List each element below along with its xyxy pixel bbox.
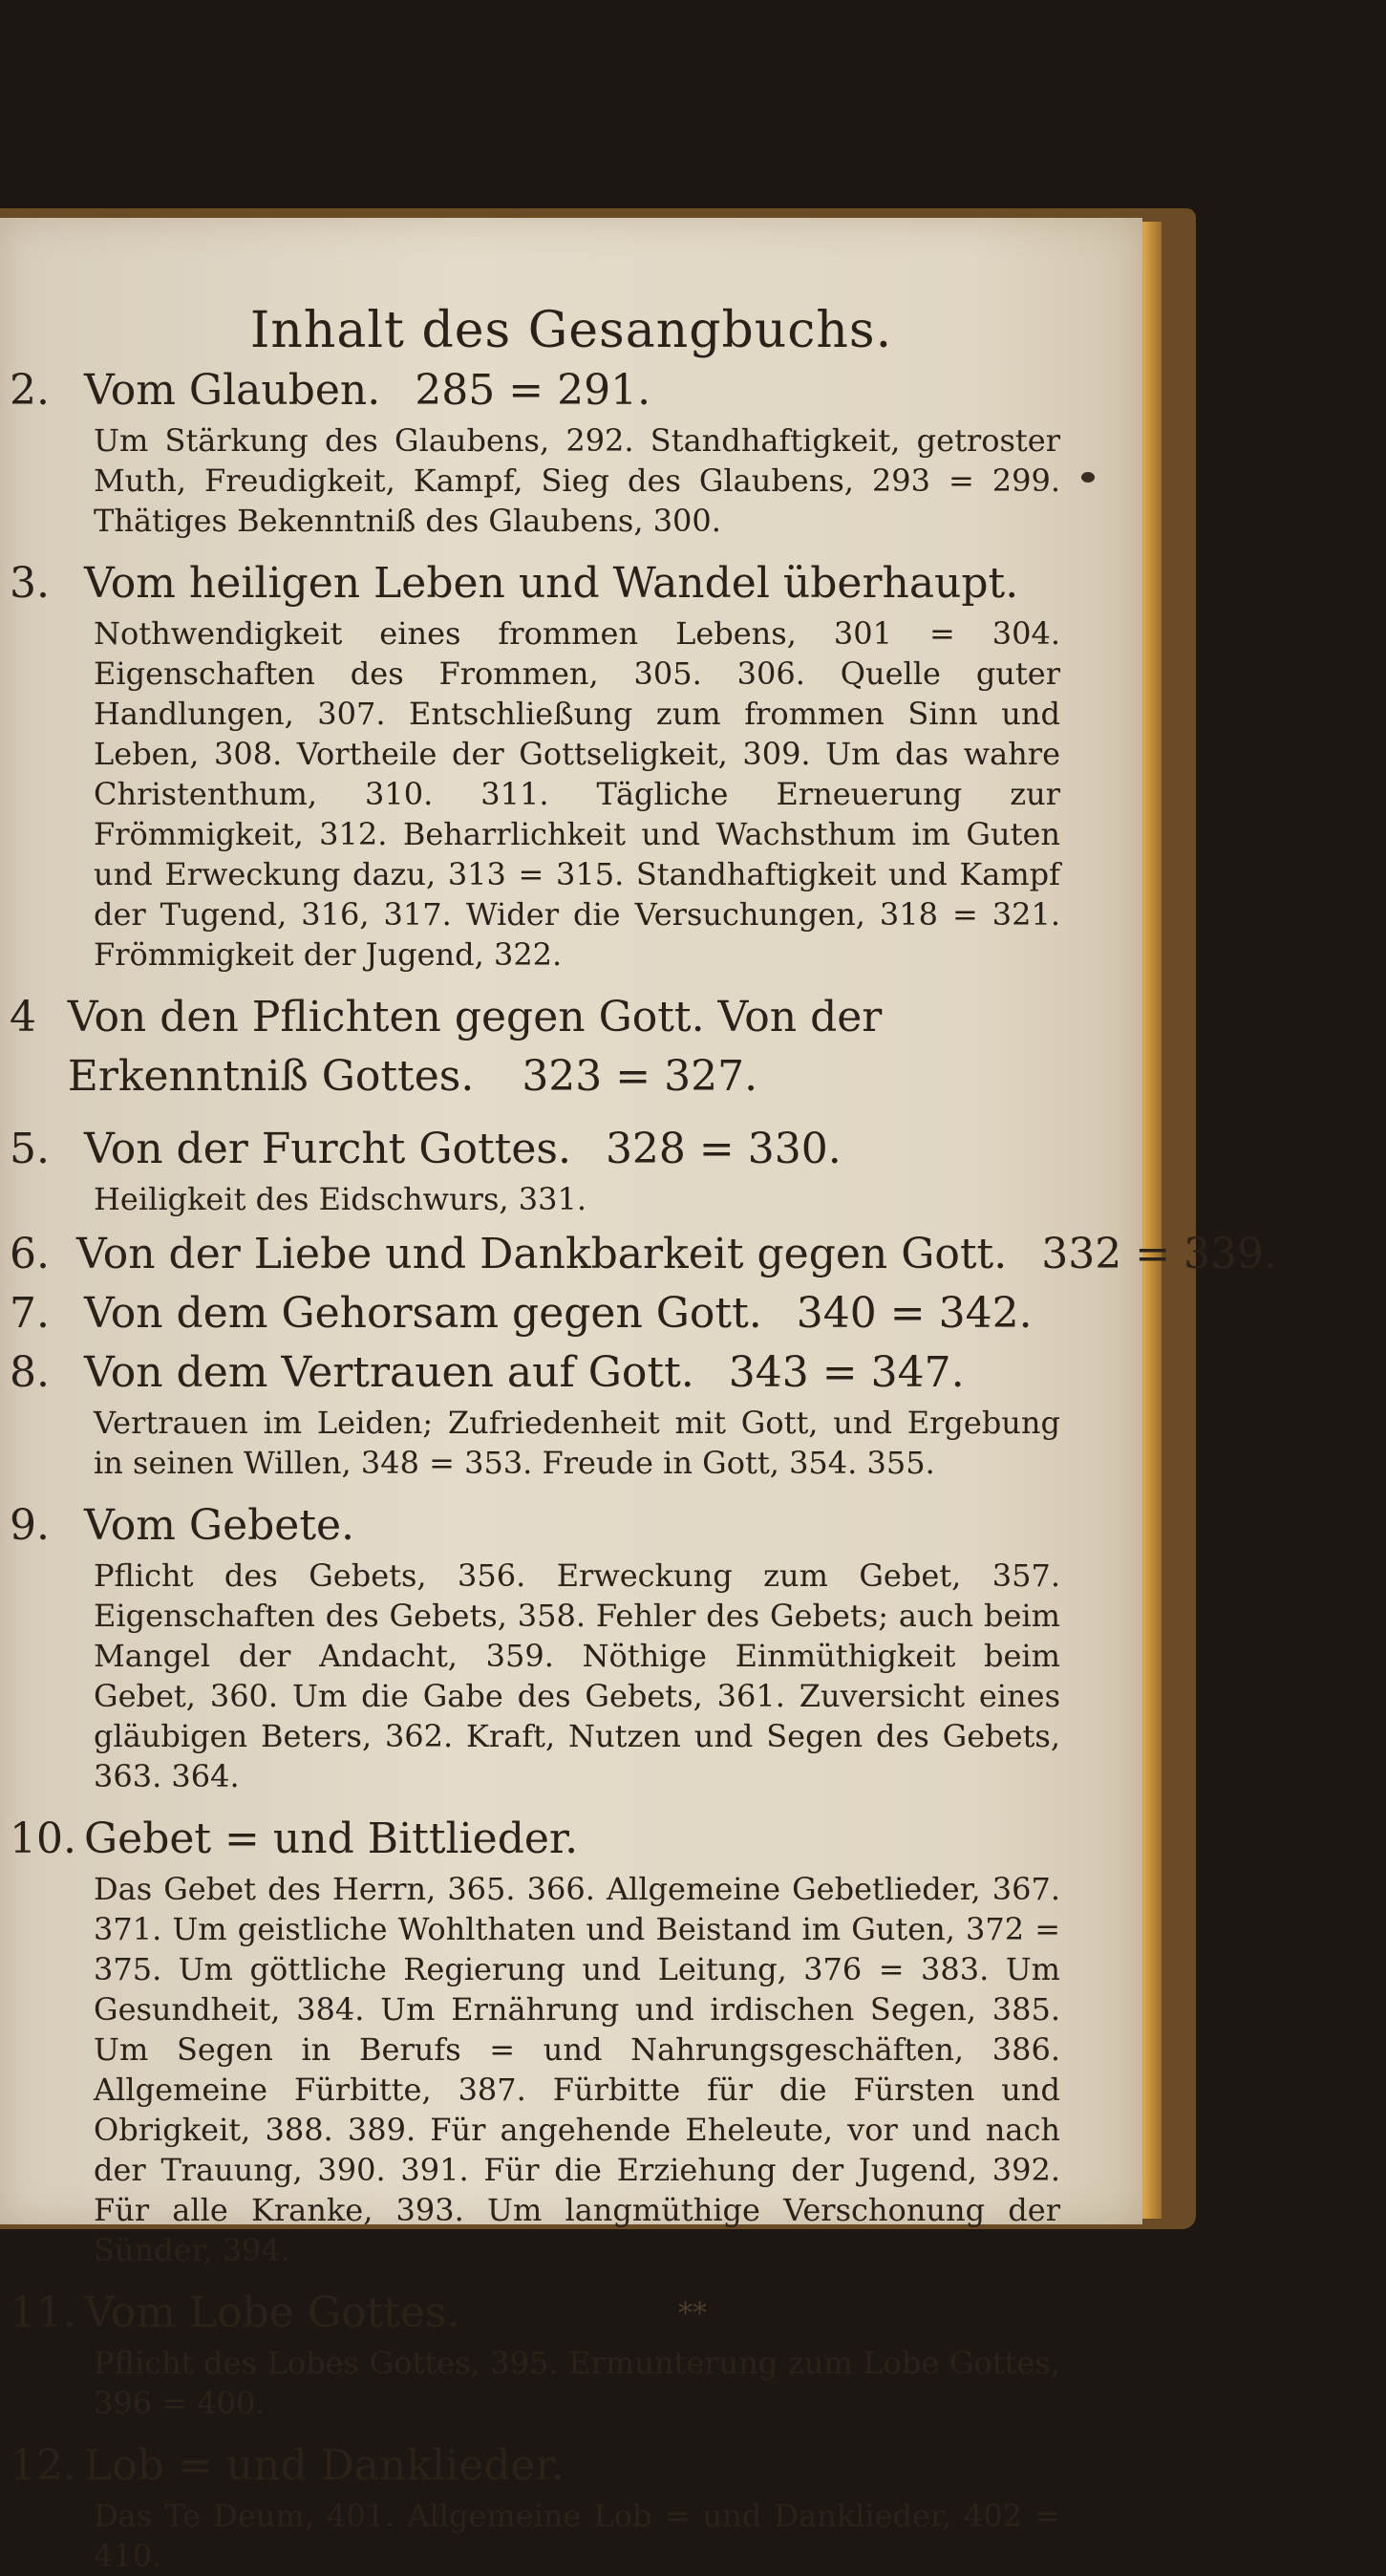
section-heading (0, 2284, 1060, 2343)
section-heading (0, 1343, 1060, 1403)
section-range: 285 = 291. (415, 366, 651, 415)
section-title: Lob = und Danklieder. (84, 2441, 565, 2490)
section-subentries: Heiligkeit des Eidschwurs, 331. (94, 1181, 586, 1217)
section-heading (0, 1496, 1060, 1556)
section-range: 332 = 339. (1041, 1230, 1278, 1278)
table-of-contents (0, 361, 1278, 2576)
page-title: Inhalt des Gesangbuchs. (249, 302, 893, 359)
section-heading (0, 554, 1060, 613)
section-title: Vom Gebete. (84, 1501, 355, 1550)
section-title: Vom Lobe Gottes. (84, 2288, 460, 2337)
section-subentries: Das Gebet des Herrn, 365. 366. Allgemeine Gebetlieder, 367. 371. Um geistliche Wohlthaten und Beistand im Guten, 372 = 375. Um göttliche Regierung und Leitung, 376 = 383. Um Gesundheit, 384. Um Ernährung und irdischen Segen, 385. Um Segen in Berufs = und Nahrungsgeschäften, 386. Allgemeine Fürbitte, 387. Fürbitte für die Fürsten und Obrigkeit, 388. 389. Für angehende Eheleute, vor und nach der Trauung, 390. 391. Für die Erziehung der Jugend, 392. Für alle Kranke, 393. Um langmüthige Verschonung der Sünder, 394. (94, 1871, 1060, 2268)
section-heading (0, 361, 1060, 420)
catchword-mark: ** (678, 2297, 707, 2330)
section-subentries: Um Stärkung des Glaubens, 292. Standhaftigkeit, getroster Muth, Freudigkeit, Kampf, Sieg des Glaubens, 293 = 299. Thätiges Bekenntniß des Glaubens, 300. (94, 422, 1060, 539)
section-number: 10. (10, 1814, 76, 1863)
section-number: 3. (10, 559, 50, 608)
section-title: Vom Glauben. (84, 366, 381, 415)
section-range: 343 = 347. (728, 1348, 965, 1397)
book-page (0, 218, 1278, 2574)
ink-speck (1081, 472, 1095, 483)
section-title: Von dem Gehorsam gegen Gott. (84, 1289, 762, 1338)
section-heading (0, 1284, 1060, 1343)
section-title: Von den Pflichten gegen Gott. Von der Erkenntniß Gottes. (67, 993, 883, 1101)
section-number: 7. (10, 1289, 50, 1338)
section-number: 11. (10, 2288, 76, 2337)
section-subentries: Das Te Deum, 401. Allgemeine Lob = und Danklieder, 402 = 410. (94, 2498, 1060, 2574)
section-title: Gebet = und Bittlieder. (84, 1814, 579, 1863)
section-subentries: Pflicht des Lobes Gottes, 395. Ermunterung zum Lobe Gottes, 396 = 400. (94, 2345, 1060, 2421)
section-number: 12. (10, 2441, 76, 2490)
section-heading (0, 2436, 1060, 2496)
section-range: 340 = 342. (796, 1289, 1033, 1338)
section-number: 9. (10, 1501, 50, 1550)
section-heading (0, 1225, 1278, 1284)
section-number: 6. (10, 1230, 50, 1278)
section-range: 323 = 327. (522, 1052, 758, 1101)
section-title: Von der Liebe und Dankbarkeit gegen Gott. (75, 1230, 1008, 1278)
section-number: 2. (10, 366, 50, 415)
section-heading (0, 1810, 1060, 1869)
section-subentries: Vertrauen im Leiden; Zufriedenheit mit Gott, und Ergebung in seinen Willen, 348 = 353. Freude in Gott, 354. 355. (94, 1405, 1060, 1481)
section-heading (0, 1120, 1060, 1179)
section-number: 4 (10, 993, 36, 1041)
section-title: Vom heiligen Leben und Wandel überhaupt. (84, 559, 1019, 608)
section-number: 8. (10, 1348, 50, 1397)
section-subentries: Nothwendigkeit eines frommen Lebens, 301 = 304. Eigenschaften des Frommen, 305. 306. Quelle guter Handlungen, 307. Entschließung zum frommen Sinn und Leben, 308. Vortheile der Gottseligkeit, 309. Um das wahre Christenthum, 310. 311. Tägliche Erneuerung zur Frömmigkeit, 312. Beharrlichkeit und Wachsthum im Guten und Erweckung dazu, 313 = 315. Standhaftigkeit und Kampf der Tugend, 316, 317. Wider die Versuchungen, 318 = 321. Frömmigkeit der Jugend, 322. (94, 615, 1060, 973)
section-number: 5. (10, 1125, 50, 1173)
section-title: Von dem Vertrauen auf Gott. (84, 1348, 694, 1397)
section-heading (0, 988, 1060, 1106)
section-range: 328 = 330. (605, 1125, 842, 1173)
section-subentries: Pflicht des Gebets, 356. Erweckung zum Gebet, 357. Eigenschaften des Gebets, 358. Fehler des Gebets; auch beim Mangel der Andacht, 359. Nöthige Einmüthigkeit beim Gebet, 360. Um die Gabe des Gebets, 361. Zuversicht eines gläubigen Beters, 362. Kraft, Nutzen und Segen des Gebets, 363. 364. (94, 1557, 1060, 1794)
section-title: Von der Furcht Gottes. (84, 1125, 571, 1173)
